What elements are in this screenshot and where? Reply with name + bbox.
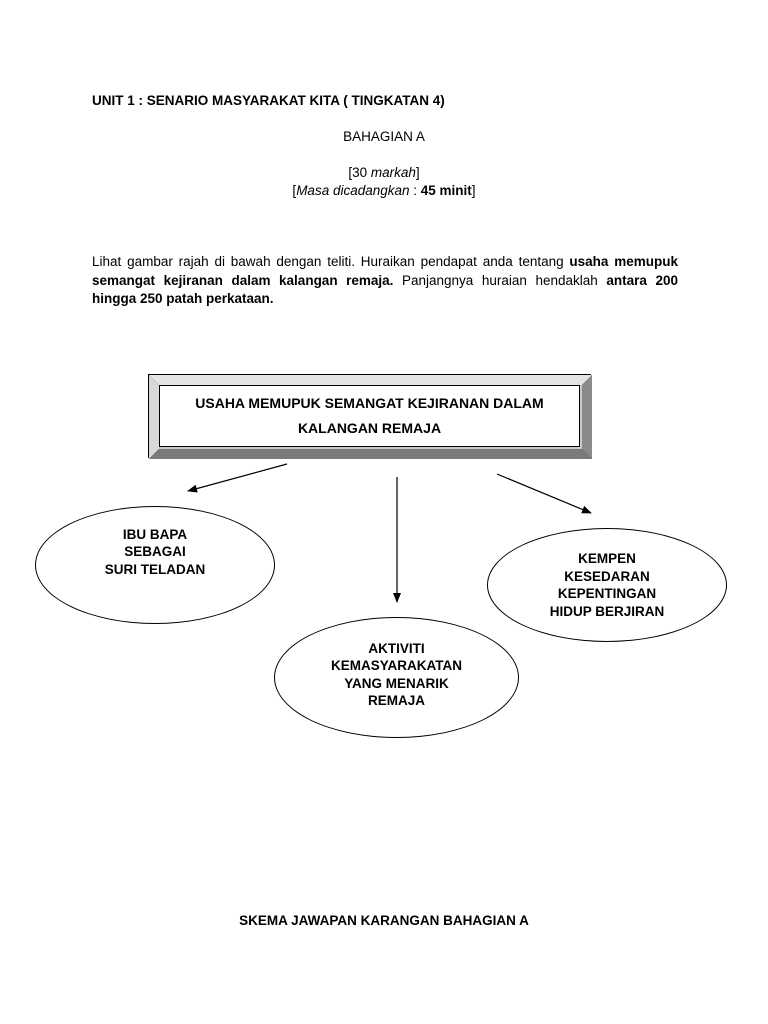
arrow-right [497, 474, 591, 513]
time-value: 45 minit [420, 183, 472, 198]
marks-word: markah [370, 165, 416, 180]
arrow-left [188, 464, 287, 491]
time-line [0, 183, 768, 198]
instruction-text-1: Lihat gambar rajah di bawah dengan teliti. Huraikan pendapat anda tentang [92, 254, 570, 269]
diagram-title-box [148, 374, 591, 458]
time-label: Masa dicadangkan [296, 183, 410, 198]
marks-line [0, 165, 768, 180]
node-community-activities [274, 617, 519, 738]
node-right-label: KEMPEN KESEDARAN KEPENTINGAN HIDUP BERJIRAN [549, 551, 665, 619]
diagram-title: USAHA MEMUPUK SEMANGAT KEJIRANAN DALAM KALANGAN REMAJA [159, 385, 580, 447]
node-awareness-campaign [487, 528, 727, 642]
node-parents-role-model [35, 506, 275, 624]
instruction-paragraph [92, 253, 678, 309]
instruction-text-2: Panjangnya huraian hendaklah [393, 272, 607, 288]
node-middle-label: AKTIVITI KEMASYARAKATAN YANG MENARIK REMAJA [330, 640, 462, 708]
section-heading: BAHAGIAN A [343, 129, 425, 144]
time-close: ] [471, 183, 476, 198]
answer-scheme-title: SKEMA JAWAPAN KARANGAN BAHAGIAN A [239, 913, 529, 928]
time-open: [ [292, 183, 297, 198]
instruction-topic: usaha memupuk semangat kejiranan dalam kalangan remaja. [92, 254, 679, 288]
unit-title: UNIT 1 : SENARIO MASYARAKAT KITA ( TINGKATAN 4) [92, 93, 445, 108]
marks-close: ] [415, 165, 420, 180]
marks-open: [30 [348, 165, 371, 180]
node-left-label: IBU BAPA SEBAGAI SURI TELADAN [104, 526, 206, 577]
time-separator: : [409, 183, 421, 198]
instruction-word-count: antara 200 hingga 250 patah perkataan. [92, 272, 678, 307]
